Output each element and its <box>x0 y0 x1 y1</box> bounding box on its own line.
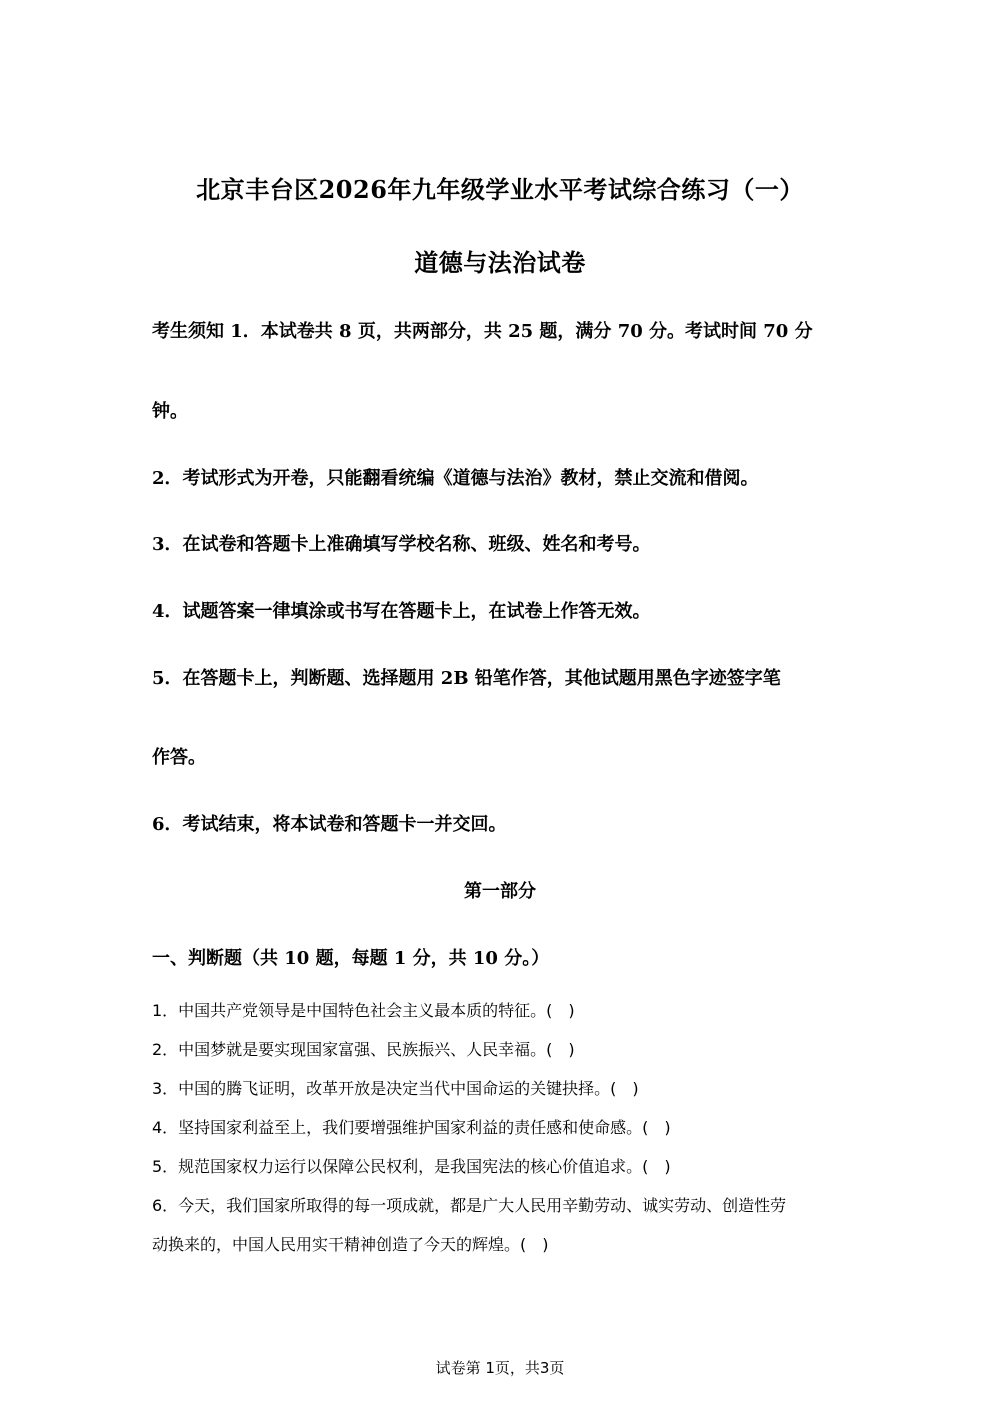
question-item: 5．规范国家权力运行以保障公民权利，是我国宪法的核心价值追求。( ) <box>152 1157 671 1176</box>
question-item: 1．中国共产党领导是中国特色社会主义最本质的特征。( ) <box>152 1001 575 1020</box>
notice-line-5: 5．在答题卡上，判断题、选择题用 2B 铅笔作答，其他试题用黑色字迹签字笔 <box>152 668 781 689</box>
notice-line-5-cont: 作答。 <box>152 747 206 768</box>
notice-line-1-cont: 钟。 <box>152 401 188 422</box>
notice-line-3: 3．在试卷和答题卡上准确填写学校名称、班级、姓名和考号。 <box>152 534 651 555</box>
page-footer: 试卷第 1页，共3页 <box>435 1359 565 1377</box>
exam-title: 北京丰台区2026年九年级学业水平考试综合练习（一） <box>196 175 804 204</box>
part-title: 第一部分 <box>464 881 536 902</box>
section-heading: 一、判断题（共 10 题，每题 1 分，共 10 分。） <box>152 948 550 969</box>
notice-line-2: 2．考试形式为开卷，只能翻看统编《道德与法治》教材，禁止交流和借阅。 <box>152 468 759 489</box>
question-item: 4．坚持国家利益至上，我们要增强维护国家利益的责任感和使命感。( ) <box>152 1118 671 1137</box>
question-item: 3．中国的腾飞证明，改革开放是决定当代中国命运的关键抉择。( ) <box>152 1079 639 1098</box>
question-item: 2．中国梦就是要实现国家富强、民族振兴、人民幸福。( ) <box>152 1040 575 1059</box>
notice-line-1: 考生须知 1．本试卷共 8 页，共两部分，共 25 题，满分 70 分。考试时间 70 分 <box>152 321 813 342</box>
notice-line-4: 4．试题答案一律填涂或书写在答题卡上，在试卷上作答无效。 <box>152 601 651 622</box>
notice-line-6: 6．考试结束，将本试卷和答题卡一并交回。 <box>152 814 507 835</box>
question-item: 6．今天，我们国家所取得的每一项成就，都是广大人民用辛勤劳动、诚实劳动、创造性劳 <box>152 1196 787 1215</box>
question-item-cont: 动换来的，中国人民用实干精神创造了今天的辉煌。( ) <box>152 1235 549 1254</box>
exam-subtitle: 道德与法治试卷 <box>414 248 586 277</box>
